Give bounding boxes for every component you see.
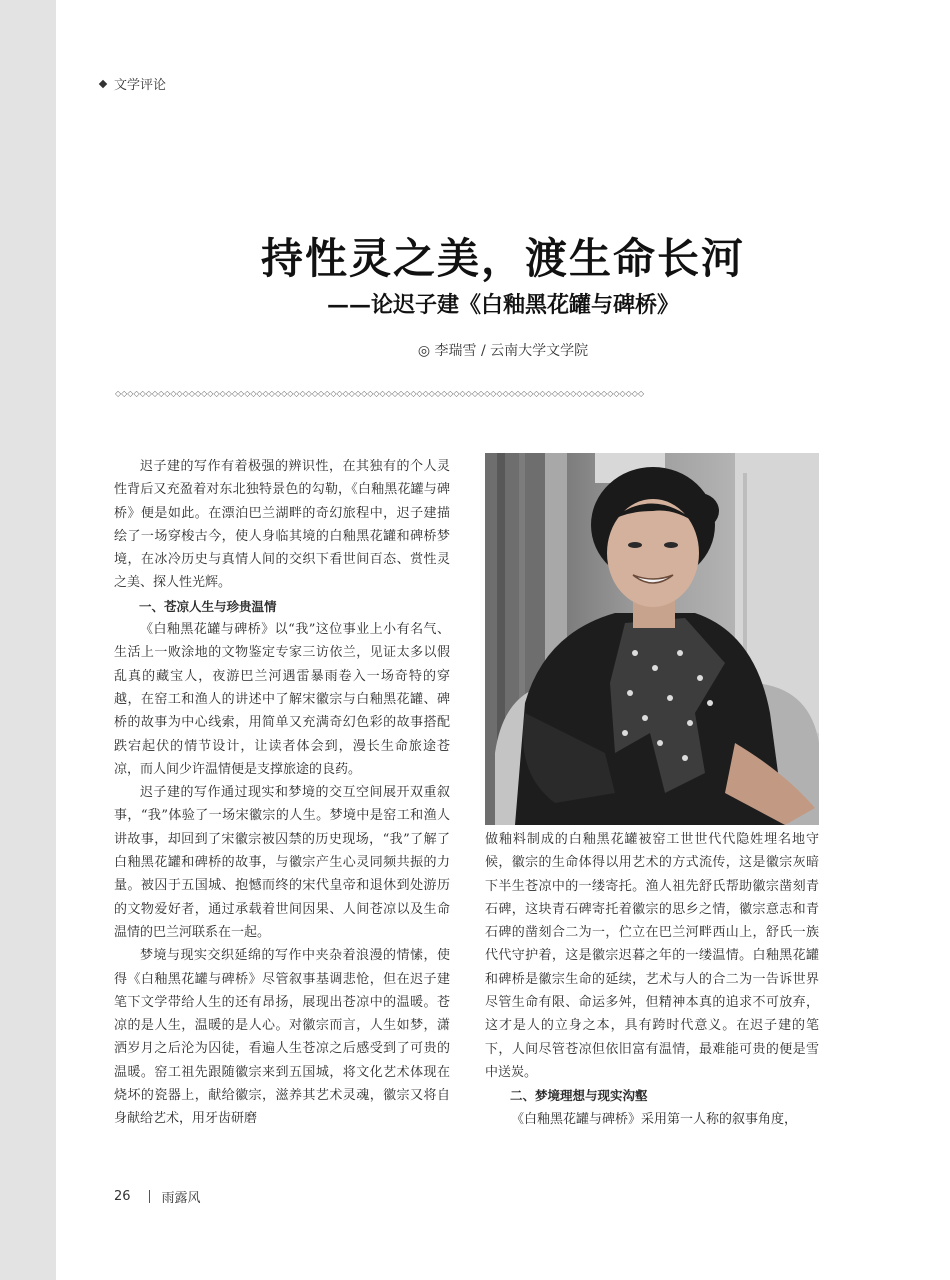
page-footer (114, 1187, 201, 1206)
footer-separator (149, 1190, 150, 1203)
magazine-name: 雨露风 (161, 1191, 201, 1206)
page-number: 26 (114, 1189, 131, 1204)
page-margin-strip (0, 0, 56, 1280)
diamond-divider: ◇◇◇◇◇◇◇◇◇◇◇◇◇◇◇◇◇◇◇◇◇◇◇◇◇◇◇◇◇◇◇◇◇◇◇◇◇◇◇◇◇◇◇◇◇◇◇◇◇◇◇◇◇◇◇◇◇◇◇◇◇◇◇◇◇◇◇◇◇◇◇◇◇◇◇◇◇◇◇◇◇◇◇◇◇◇ (115, 389, 645, 398)
section-heading: 二、梦境理想与现实沟壑 (510, 1088, 648, 1104)
right-column (485, 828, 819, 1131)
paragraph: 迟子建的写作通过现实和梦境的交互空间展开双重叙事，“我”体验了一场宋徽宗的人生。梦境中是窑工和渔人讲故事，却回到了宋徽宗被囚禁的历史现场，“我”了解了白釉黑花罐和碑桥的故事，与徽宗产生心灵同频共振的力量。被囚于五国城、抱憾而终的宋代皇帝和退休到处游历的文物爱好者，通过承载着世间因果、人间苍凉以及生命温情的巴兰河联系在一起。 (114, 785, 450, 940)
section-label: 文学评论 (114, 78, 167, 93)
article-subtitle: ——论迟子建《白釉黑花罐与碑桥》 (326, 292, 679, 318)
author-photo (485, 453, 819, 825)
author-photo-illustration (485, 453, 819, 825)
diamond-bullet-icon (99, 79, 107, 87)
article-title: 持性灵之美，渡生命长河 (260, 234, 745, 283)
paragraph: 做釉料制成的白釉黑花罐被窑工世世代代隐姓埋名地守候，徽宗的生命体得以用艺术的方式流传，这是徽宗灰暗下半生苍凉中的一缕寄托。渔人祖先舒氏帮助徽宗凿刻青石碑，这块青石碑寄托着徽宗的思乡之情，徽宗意志和青石碑的凿刻合二为一，伫立在巴兰河畔西山上，舒氏一族代代守护着，这是徽宗迟暮之年的一缕温情。白釉黑花罐和碑桥是徽宗生命的延续，艺术与人的合二为一告诉世界尽管生命有限、命运多舛，但精神本真的追求不可放弃，这才是人的立身之本，具有跨时代意义。在迟子建的笔下，人间尽管苍凉但依旧富有温情，最难能可贵的便是雪中送炭。 (485, 832, 819, 1080)
section-tag (100, 74, 166, 93)
paragraph: 《白釉黑花罐与碑桥》采用第一人称的叙事角度， (511, 1111, 798, 1127)
paragraph: 迟子建的写作有着极强的辨识性，在其独有的个人灵性背后又充盈着对东北独特景色的勾勒，《白釉黑花罐与碑桥》便是如此。在漂泊巴兰湖畔的奇幻旅程中，迟子建描绘了一场穿梭古今，使人身临其境的白釉黑花罐和碑桥梦境，在冰冷历史与真情人间的交织下看世间百态、赏性灵之美、探人性光辉。 (114, 459, 450, 591)
paragraph: 梦境与现实交织延绵的写作中夹杂着浪漫的情愫，使得《白釉黑花罐与碑桥》尽管叙事基调悲怆，但在迟子建笔下文学带给人生的还有昂扬，展现出苍凉中的温暖。苍凉的是人生，温暖的是人心。对徽宗而言，人生如梦，潇洒岁月之后沦为囚徒，看遍人生苍凉之后感受到了可贵的温暖。窑工祖先跟随徽宗来到五国城，将文化艺术体现在烧坏的瓷器上，献给徽宗，滋养其艺术灵魂，徽宗又将自身献给艺术，用牙齿研磨 (114, 948, 450, 1127)
section-heading: 一、苍凉人生与珍贵温情 (139, 598, 277, 614)
paragraph: 《白釉黑花罐与碑桥》以“我”这位事业上小有名气、生活上一败涂地的文物鉴定专家三访依兰，见证太多以假乱真的藏宝人，夜游巴兰河遇雷暴雨卷入一场奇特的穿越，在窑工和渔人的讲述中了解宋徽宗与白釉黑花罐、碑桥的故事为中心线索，用简单又充满奇幻色彩的故事搭配跌宕起伏的情节设计，让读者体会到，漫长生命旅途苍凉，而人间少许温情便是支撑旅途的良药。 (114, 622, 450, 777)
left-column (114, 455, 450, 1131)
article-byline: ◎ 李瑞雪 / 云南大学文学院 (417, 343, 589, 359)
